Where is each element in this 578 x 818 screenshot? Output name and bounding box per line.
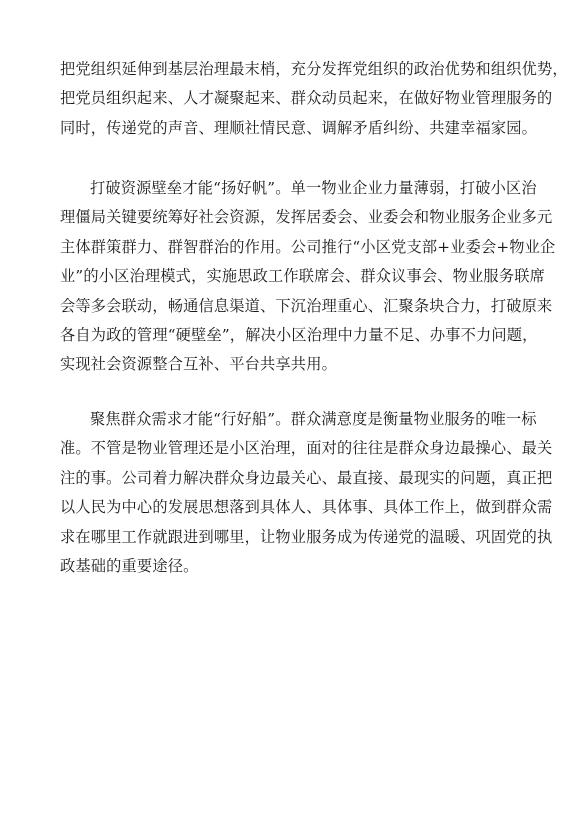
paragraph-line: 聚焦群众需求才能“行好船”。群众满意度是衡量物业服务的唯一标 [90,410,537,428]
paragraph-line: 实现社会资源整合互补、平台共享共用。 [60,355,337,374]
paragraph-line: 业”的小区治理模式，实施思政工作联席会、群众议事会、物业服务联席 [60,267,545,286]
paragraph-line: 注的事。公司着力解决群众身边最关心、最直接、最现实的问题，真正把 [60,468,553,487]
paragraph-line: 准。不管是物业管理还是小区治理，面对的往往是群众身边最操心、最关 [60,439,553,458]
paragraph-1 [60,55,568,143]
paragraph-line: 同时，传递党的声音、理顺社情民意、调解矛盾纠纷、共建幸福家园。 [60,118,538,137]
paragraph-2 [60,174,556,380]
paragraph-line: 打破资源壁垒才能“扬好帆”。单一物业企业力量薄弱，打破小区治 [90,179,537,197]
paragraph-line: 理僵局关键要统筹好社会资源，发挥居委会、业委会和物业服务企业多元 [60,208,553,227]
paragraph-line: 把党员组织起来、人才凝聚起来、群众动员起来，在做好物业管理服务的 [60,89,553,108]
paragraph-3 [60,405,553,581]
paragraph-line: 以人民为中心的发展思想落到具体人、具体事、具体工作上，做到群众需 [60,498,553,517]
paragraph-line: 政基础的重要途径。 [60,557,199,576]
paragraph-line: 会等多会联动，畅通信息渠道、下沉治理重心、汇聚条块合力，打破原来 [60,296,553,315]
paragraph-line: 各自为政的管理“硬壁垒”，解决小区治理中力量不足、办事不力问题， [60,326,538,345]
paragraph-line: 求在哪里工作就跟进到哪里，让物业服务成为传递党的温暖、巩固党的执 [60,527,553,546]
paragraph-line: 把党组织延伸到基层治理最末梢，充分发挥党组织的政治优势和组织优势， [60,60,568,78]
paragraph-line: 主体群策群力、群智群治的作用。公司推行“小区党支部+业委会+物业企 [60,237,556,256]
